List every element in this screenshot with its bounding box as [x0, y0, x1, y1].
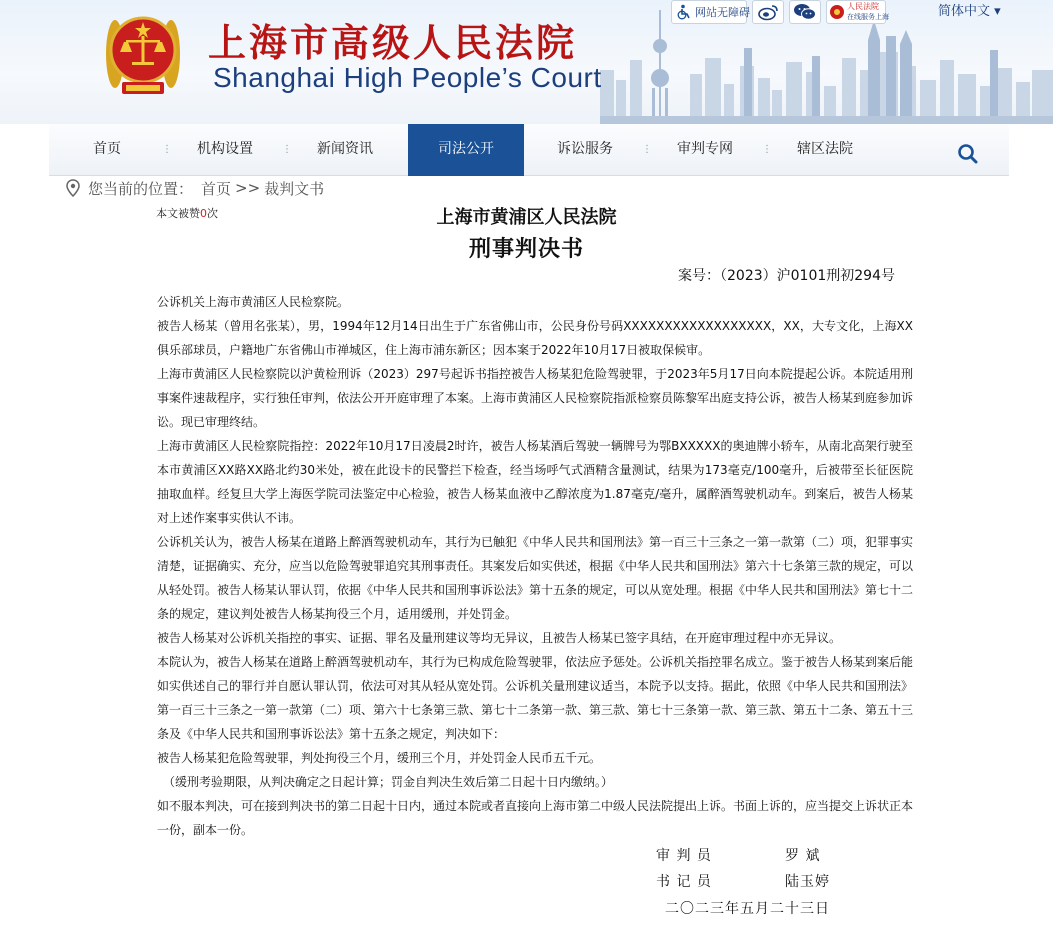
case-number [678, 265, 895, 285]
people-court-line2: 在线服务上海 [847, 13, 889, 21]
nav-separator: ⋮ [642, 144, 652, 155]
judgment-paragraph: 本院认为，被告人杨某在道路上醉酒驾驶机动车，其行为已构成危险驾驶罪，依法应予惩处。公诉机关指控罪名成立。鉴于被告人杨某到案后能如实供述自己的罪行并自愿认罪认罚，依法可对其从轻从宽处罚。公诉机关量刑建议适当，本院予以支持。据此，依照《中华人民共和国刑法》第一百三十三条之一第一款第（二）项、第六十七条第三款、第七十二条第一款、第三款、第七十三条第一款、第三款、第五十二条、第五十三条及《中华人民共和国刑事诉讼法》第十五条之规定，判决如下： [157, 655, 914, 741]
weibo-button[interactable] [752, 0, 784, 24]
document-court-name: 上海市黄浦区人民法院 [436, 207, 617, 228]
like-count-number: 0 [200, 207, 207, 220]
judgment-paragraph: 上海市黄浦区人民检察院以沪黄检刑诉（2023）297号起诉书指控被告人杨某犯危险驾驶罪，于2023年5月17日向本院提起公诉。本院适用刑事案件速裁程序，实行独任审判，依法公开开庭审理了本案。上海市黄浦区人民检察院指派检察员陈黎军出庭支持公诉，被告人杨某到庭参加诉讼。现已审理终结。 [157, 367, 914, 429]
language-selector[interactable]: 简体中文 ▾ [938, 4, 1001, 19]
judgment-body [157, 290, 913, 842]
people-court-online-button[interactable] [826, 0, 889, 24]
wechat-button[interactable] [789, 0, 821, 24]
judge-title: 审 判 员 [656, 848, 712, 864]
court-name-english: Shanghai High People’s Court [213, 62, 602, 93]
accessibility-button[interactable] [671, 0, 750, 24]
document-title: 刑事判决书 [468, 237, 584, 262]
weibo-icon [757, 3, 779, 21]
case-number-value: （2023）沪0101刑初294号 [720, 268, 895, 284]
judge-name: 罗 斌 [785, 848, 821, 864]
judgment-paragraph: 被告人杨某（曾用名张某），男，1994年12月14日出生于广东省佛山市，公民身份号码XXXXXXXXXXXXXXXXXX，XX，大专文化，上海XX俱乐部球员，户籍地广东省佛山市禅城区，住上海市浦东新区；因本案于2022年10月17日被取保候审。 [157, 319, 913, 357]
case-number-label: 案号： [678, 268, 720, 284]
search-icon[interactable] [956, 142, 980, 166]
court-name-chinese: 上海市高级人民法院 [208, 21, 578, 65]
judgment-paragraph: 公诉机关认为，被告人杨某在道路上醉酒驾驶机动车，其行为已触犯《中华人民共和国刑法》第一百三十三条之一第一款第（二）项，犯罪事实清楚，证据确实、充分，应当以危险驾驶罪追究其刑事责任。其案发后如实供述，根据《中华人民共和国刑法》第六十七条第三款的规定，可以从轻处罚。被告人杨某认罪认罚，依据《中华人民共和国刑事诉讼法》第十五条的规定，可以从宽处理。根据《中华人民共和国刑法》第七十二条的规定，建议判处被告人杨某拘役三个月，适用缓刑，并处罚金。 [157, 535, 914, 621]
wechat-icon [793, 3, 817, 21]
nav-item-organization[interactable]: 机构设置 [197, 141, 253, 157]
nav-separator: ⋮ [162, 144, 172, 155]
nav-separator: ⋮ [282, 144, 292, 155]
nav-item-judicial-openness[interactable]: 司法公开 [408, 124, 524, 176]
nav-item-district-courts[interactable]: 辖区法院 [797, 141, 853, 157]
judgment-date: 二〇二三年五月二十三日 [665, 901, 830, 917]
breadcrumb-prefix: 您当前的位置： [88, 179, 194, 198]
clerk-name: 陆玉婷 [785, 874, 830, 890]
judgment-paragraph: 被告人杨某对公诉机关指控的事实、证据、罪名及量刑建议等均无异议，且被告人杨某已签字具结，在开庭审理过程中亦无异议。 [157, 631, 842, 645]
clerk-title: 书 记 员 [656, 874, 712, 890]
location-pin-icon [66, 179, 80, 197]
court-badge-icon [829, 4, 845, 20]
breadcrumb-separator: >> [235, 179, 261, 197]
nav-item-news[interactable]: 新闻资讯 [317, 141, 373, 157]
breadcrumb-home-link[interactable]: 首页 [201, 179, 232, 198]
nav-item-trial-network[interactable]: 审判专网 [677, 141, 733, 157]
main-navigation [49, 124, 1009, 176]
like-count-suffix: 次 [207, 207, 218, 220]
judgment-paragraph: 被告人杨某犯危险驾驶罪，判处拘役三个月，缓刑三个月，并处罚金人民币五千元。 [157, 751, 602, 765]
like-count-prefix: 本文被赞 [156, 207, 200, 220]
nav-item-home[interactable]: 首页 [93, 141, 121, 157]
judgment-paragraph: 公诉机关上海市黄浦区人民检察院。 [157, 295, 350, 309]
breadcrumb [66, 177, 324, 199]
judgment-paragraph: 如不服本判决，可在接到判决书的第二日起十日内，通过本院或者直接向上海市第二中级人民法院提出上诉。书面上诉的，应当提交上诉状正本一份，副本一份。 [157, 799, 914, 837]
judgment-paragraph: （缓刑考验期限，从判决确定之日起计算；罚金自判决生效后第二日起十日内缴纳。） [163, 775, 614, 789]
breadcrumb-current-link[interactable]: 裁判文书 [264, 179, 325, 198]
judgment-paragraph: 上海市黄浦区人民检察院指控：2022年10月17日凌晨2时许，被告人杨某酒后驾驶一辆牌号为鄂BXXXXX的奥迪牌小轿车，从南北高架行驶至本市黄浦区XX路XX路北约30米处，被在此设卡的民警拦下检查，经当场呼气式酒精含量测试，结果为173毫克/100毫升，后被带至长征医院抽取血样。经复旦大学上海医学院司法鉴定中心检验，被告人杨某血液中乙醇浓度为1.87毫克/毫升，属醉酒驾驶机动车。到案后，被告人杨某对上述作案事实供认不讳。 [157, 439, 913, 525]
nav-item-litigation-services[interactable]: 诉讼服务 [557, 141, 613, 157]
wheelchair-icon [675, 4, 693, 20]
accessibility-label: 网站无障碍 [695, 6, 750, 19]
court-emblem-logo [102, 4, 184, 98]
site-header [0, 0, 1053, 124]
people-court-line1: 人民法院 [847, 2, 879, 11]
nav-separator: ⋮ [762, 144, 772, 155]
